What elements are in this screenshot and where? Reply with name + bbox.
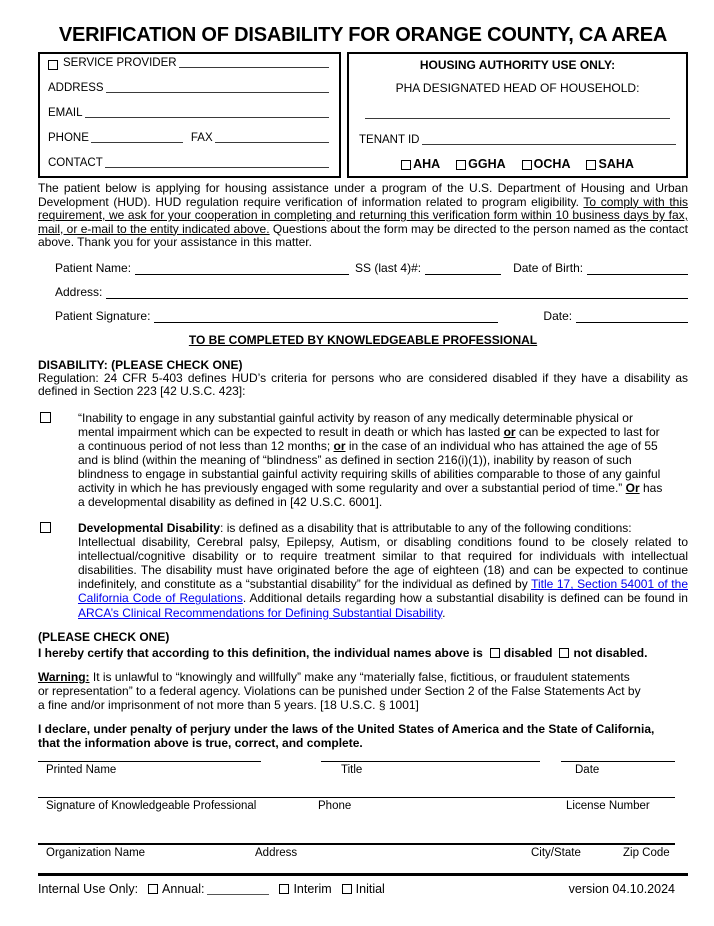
certify-heading: (PLEASE CHECK ONE) <box>38 629 170 644</box>
agency-saha-checkbox[interactable] <box>586 160 596 170</box>
patient-signature-label: Patient Signature: <box>55 308 151 323</box>
disability-option-2 <box>38 521 688 620</box>
printed-name-label: Printed Name <box>46 763 117 776</box>
agency-saha-label: SAHA <box>598 157 634 171</box>
link-title17-ccr[interactable]: Title 17, Section 54001 of the California Code of Regulations <box>78 577 688 606</box>
footer-divider <box>38 873 688 896</box>
option2-body2: . Additional details regarding how a substantial disability is defined can be found in <box>242 591 688 606</box>
interim-checkbox[interactable] <box>279 884 289 894</box>
intro-underlined: To comply with this requirement, we ask for your cooperation in completing and returning this verification form within 10 business days by fax, mail, or e-mail to the entity indicated above. <box>38 194 689 236</box>
provider-email-label: EMAIL <box>48 107 83 119</box>
service-provider-input-line[interactable] <box>179 67 329 68</box>
date-of-birth-input-line[interactable] <box>587 274 688 275</box>
option1-p1: “Inability to engage in any substantial gainful activity by reason of any medically determinable physical or mental impairment which can be expected to result in death or which has lasted <box>78 410 633 439</box>
warning-paragraph <box>38 670 688 712</box>
option2-body <box>78 535 688 620</box>
version-text: version 04.10.2024 <box>568 881 675 896</box>
certify-statement: I hereby certify that according to this definition, the individual names above is <box>38 645 483 660</box>
provider-phone-label: PHONE <box>48 132 89 144</box>
disability-option-1 <box>38 411 688 509</box>
page-title: VERIFICATION OF DISABILITY FOR ORANGE COUNTY, CA AREA <box>58 24 668 46</box>
interim-label: Interim <box>293 881 332 896</box>
patient-date-label: Date: <box>543 308 573 323</box>
option1-checkbox[interactable] <box>40 412 51 423</box>
organization-name-label: Organization Name <box>46 846 146 859</box>
date-line[interactable] <box>561 761 675 776</box>
service-provider-checkbox[interactable] <box>48 60 58 70</box>
zip-code-label: Zip Code <box>623 846 670 859</box>
patient-name-label: Patient Name: <box>55 260 132 275</box>
signature-row-1 <box>38 761 675 776</box>
agency-checkbox-row <box>359 157 676 171</box>
annual-label: Annual: <box>162 881 205 896</box>
option2-text <box>78 521 688 620</box>
title-line[interactable] <box>321 761 540 776</box>
signature-professional-label: Signature of Knowledgeable Professional <box>46 799 257 812</box>
intro-part2: Questions about the form may be directed to the person named as the contact above. Thank you for your assistance in this matter. <box>38 221 689 249</box>
organization-address-label: Address <box>255 846 298 859</box>
agency-aha-checkbox[interactable] <box>401 160 411 170</box>
disabled-label: disabled <box>503 645 553 660</box>
provider-contact-input-line[interactable] <box>105 167 329 168</box>
signature-row-2[interactable] <box>38 797 675 814</box>
initial-checkbox[interactable] <box>342 884 352 894</box>
date-of-birth-label: Date of Birth: <box>513 260 584 275</box>
certify-statement-row <box>38 646 688 660</box>
option1-p2: can be expected to last for a continuous period of not less than 12 months; <box>78 424 660 453</box>
disability-heading: DISABILITY: (PLEASE CHECK ONE) <box>38 357 243 372</box>
signature-row-3[interactable] <box>38 843 675 860</box>
agency-ocha-label: OCHA <box>533 157 571 171</box>
provider-address-input-line[interactable] <box>106 92 329 93</box>
title-label: Title <box>341 763 363 776</box>
regulation-text: Regulation: 24 CFR 5-403 defines HUD’s criteria for persons who are considered disabled if they have a disability as defined in Section 223 [42 U.S.C. 423]: <box>38 370 688 398</box>
disabled-checkbox[interactable] <box>490 648 500 658</box>
option1-text <box>78 411 688 509</box>
internal-use-label: Internal Use Only: <box>38 881 139 896</box>
phone-label: Phone <box>318 799 352 812</box>
annual-checkbox[interactable] <box>148 884 158 894</box>
intro-paragraph <box>38 182 688 250</box>
patient-address-label: Address: <box>55 284 103 299</box>
tenant-id-label: TENANT ID <box>359 134 420 146</box>
option1-p4: has a developmental disability as defined in [42 U.S.C. 6001]. <box>78 480 663 509</box>
ss-last4-label: SS (last 4)#: <box>355 260 422 275</box>
signature-block <box>38 761 675 860</box>
patient-date-input-line[interactable] <box>576 322 688 323</box>
agency-ocha-checkbox[interactable] <box>522 160 532 170</box>
date-label: Date <box>575 763 600 776</box>
provider-email-input-line[interactable] <box>85 117 329 118</box>
tenant-id-input-line[interactable] <box>422 144 677 145</box>
provider-contact-label: CONTACT <box>48 157 103 169</box>
provider-fax-input-line[interactable] <box>215 142 329 143</box>
option2-lead-bold: Developmental Disability <box>78 520 221 535</box>
ss-last4-input-line[interactable] <box>425 274 501 275</box>
service-provider-box <box>38 52 341 178</box>
patient-signature-input-line[interactable] <box>154 322 498 323</box>
not-disabled-label: not disabled. <box>573 645 648 660</box>
agency-aha-label: AHA <box>413 157 441 171</box>
provider-address-label: ADDRESS <box>48 82 104 94</box>
initial-label: Initial <box>355 881 385 896</box>
provider-fax-label: FAX <box>190 132 213 144</box>
header-boxes <box>38 52 688 178</box>
option2-lead <box>78 521 688 535</box>
warning-text: It is unlawful to “knowingly and willfully” make any “materially false, fictitious, or fraudulent statements or representation” to a federal agency. Violations can be punished under Section 2 of the False Statements Act by a fine and/or imprisonment of not more than 5 years. [18 U.S.C. § 1001] <box>38 669 641 712</box>
option1-or3: Or <box>625 480 640 495</box>
agency-ggha-checkbox[interactable] <box>456 160 466 170</box>
service-provider-label: SERVICE PROVIDER <box>63 57 177 69</box>
annual-input-line[interactable] <box>207 883 269 895</box>
option1-or2: or <box>333 438 346 453</box>
patient-address-input-line[interactable] <box>106 298 688 299</box>
patient-name-input-line[interactable] <box>135 274 349 275</box>
option2-checkbox[interactable] <box>40 522 51 533</box>
housing-authority-heading: HOUSING AUTHORITY USE ONLY: <box>419 58 616 72</box>
option2-body3: . <box>442 605 446 620</box>
not-disabled-checkbox[interactable] <box>559 648 569 658</box>
pha-head-of-household-label: PHA DESIGNATED HEAD OF HOUSEHOLD: <box>395 81 640 95</box>
patient-section <box>38 260 688 323</box>
link-arca-recommendations[interactable]: ARCA’s Clinical Recommendations for Defining Substantial Disability <box>78 605 443 620</box>
provider-phone-input-line[interactable] <box>91 142 183 143</box>
option1-or1: or <box>503 424 516 439</box>
declaration-text: I declare, under penalty of perjury under the laws of the United States of America and the State of California, that the information above is true, correct, and complete. <box>38 721 655 750</box>
option2-body1: Intellectual disability, Cerebral palsy, Epilepsy, Autism, or disabling conditions found to be closely related to intellectual/cognitive disability or to require treatment similar to that required for individuals with intellectual disabilities. The disability must have originated before the age of eighteen (18) and can be expected to continue indefinitely, and constitute as a “substantial disability” for the individual as defined by <box>78 534 688 592</box>
license-number-label: License Number <box>566 799 650 812</box>
agency-ggha-label: GGHA <box>468 157 506 171</box>
option2-lead-rest: : is defined as a disability that is attributable to any of the following conditions: <box>220 520 632 535</box>
city-state-label: City/State <box>531 846 581 859</box>
internal-use-row <box>38 882 688 896</box>
printed-name-line[interactable] <box>38 761 261 776</box>
intro-part1: The patient below is applying for housing assistance under a program of the U.S. Department of Housing and Urban Development (HUD). HUD regulation require verification of information related to program eligibility. <box>38 181 688 209</box>
professional-heading: TO BE COMPLETED BY KNOWLEDGEABLE PROFESSIONAL <box>188 332 538 347</box>
housing-authority-box <box>347 52 688 178</box>
warning-label: Warning: <box>38 669 90 684</box>
pha-head-of-household-input-line[interactable] <box>365 118 670 119</box>
option1-p3: in the case of an individual who has attained the age of 55 and is blind (within the meaning of “blindness” as defined in section 216(i)(1)), inability by reason of such blindness to engage in substantial gainful activity requiring skills of abilities comparable to those of any gainful activity in which he has previously engaged with some regularity and over a substantial period of time.” <box>78 438 661 495</box>
